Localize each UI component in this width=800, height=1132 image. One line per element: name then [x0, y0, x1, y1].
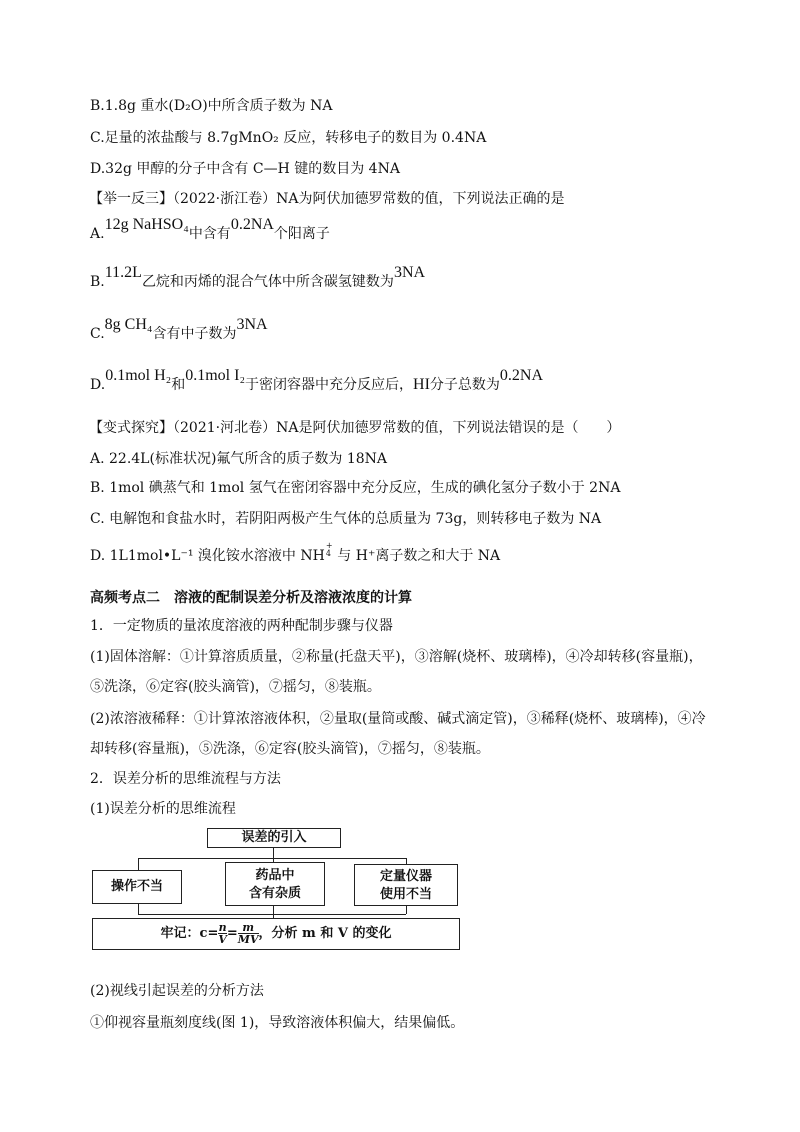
method-1-text: ①仰视容量瓶刻度线(图 1)，导致溶液体积偏大，结果偏低。 — [90, 1015, 465, 1031]
example2-option-c: C. 电解饱和食盐水时，若阴阳两极产生气体的总质量为 73g，则转移电子数为 NA — [90, 511, 602, 527]
solid-dissolution-steps: (1)固体溶解：①计算溶质质量，②称量(托盘天平)，③溶解(烧杯、玻璃棒)，④冷却转移(容量瓶)，⑤洗涤，⑥定容(胶头滴管)，⑦摇匀，⑧装瓶。 — [90, 649, 703, 695]
point-2-title: 2．误差分析的思维流程与方法 — [90, 771, 281, 787]
flow-box-operation: 操作不当 — [92, 870, 182, 904]
error-analysis-flowchart — [90, 828, 470, 956]
concentrated-dilution-steps: (2)浓溶液稀释：①计算浓溶液体积，②量取(量筒或酸、碱式滴定管)，③稀释(烧杯、玻璃棒)，④冷却转移(容量瓶)，⑤洗涤，⑥定容(胶头滴管)，⑦摇匀，⑧装瓶。 — [90, 711, 706, 757]
flow-connector — [406, 906, 407, 914]
flow-box-instrument: 定量仪器 使用不当 — [354, 864, 458, 906]
flow-connector — [138, 904, 139, 914]
example2-option-a: A. 22.4L(标准状况)氟气所含的质子数为 18NA — [90, 451, 388, 467]
option-c-line: C.足量的浓盐酸与 8.7gMnO₂ 反应，转移电子的数目为 0.4NA — [90, 130, 487, 146]
example2-option-d: D. 1L1mol•L⁻¹ 溴化铵水溶液中 NH + 4 与 H⁺离子数之和大于 NA — [90, 541, 501, 564]
example1-option-c: C.8g CH₄含有中子数为3NA — [90, 316, 268, 342]
example1-option-a: A.12g NaHSO₄中含有0.2NA个阳离子 — [90, 216, 330, 242]
example2-option-b: B. 1mol 碘蒸气和 1mol 氢气在密闭容器中充分反应，生成的碘化氢分子数小于 2NA — [90, 480, 621, 496]
flow-top-box: 误差的引入 — [207, 828, 341, 848]
flow-box-impurity: 药品中 含有杂质 — [225, 862, 325, 906]
point-1-title: 1．一定物质的量浓度溶液的两种配制步骤与仪器 — [90, 618, 393, 634]
flow-connector — [273, 906, 274, 914]
example1-heading: 【举一反三】（2022·浙江卷）NA为阿伏加德罗常数的值，下列说法正确的是 — [89, 191, 565, 207]
example1-option-b: B.11.2L乙烷和丙烯的混合气体中所含碳氢键数为3NA — [90, 264, 426, 290]
subpoint-1-title: (1)误差分析的思维流程 — [90, 801, 236, 817]
example2-heading: 【变式探究】（2021·河北卷）NA是阿伏加德罗常数的值，下列说法错误的是（ ） — [89, 420, 621, 436]
section-heading: 高频考点二 溶液的配制误差分析及溶液浓度的计算 — [90, 590, 412, 606]
flow-connector — [138, 858, 139, 870]
flow-connector — [138, 858, 406, 859]
option-d-line: D.32g 甲醇的分子中含有 C—H 键的数目为 4NA — [90, 161, 400, 177]
flow-connector — [138, 914, 406, 915]
flow-bottom-box: 牢记：c= $\frac{n}{V}$ = $\frac{m}{MV}$ ，分析 m 和 V 的变化 — [92, 918, 460, 950]
flow-connector — [273, 848, 274, 858]
option-b-line: B.1.8g 重水(D₂O)中所含质子数为 NA — [90, 98, 333, 114]
example1-option-d: D.0.1mol H₂和0.1mol I₂于密闭容器中充分反应后，HI分子总数为0.2NA — [90, 367, 544, 393]
subpoint-2-title: (2)视线引起误差的分析方法 — [90, 983, 264, 999]
